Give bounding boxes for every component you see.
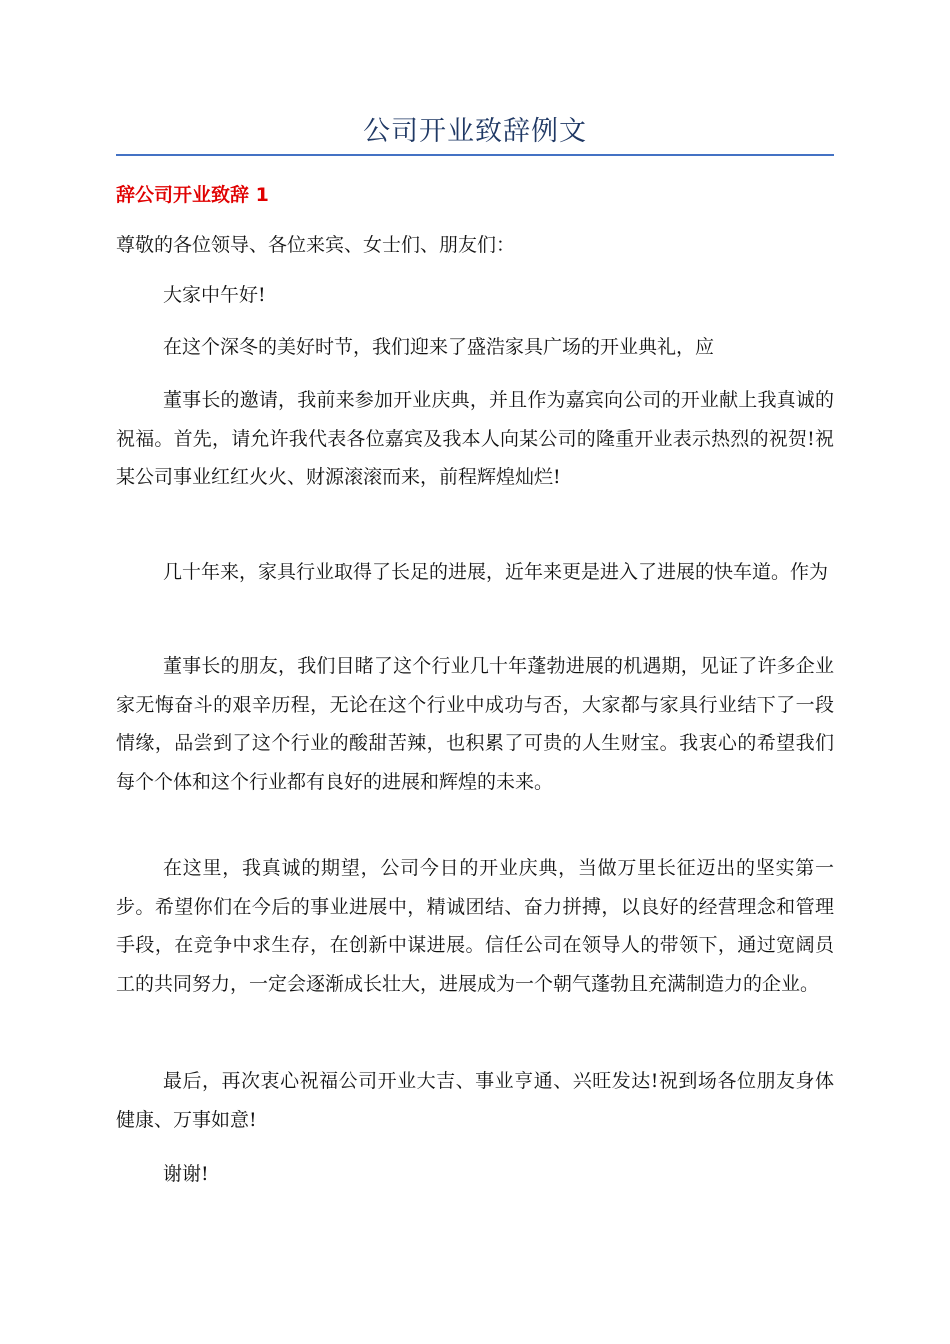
section-heading: 辞公司开业致辞 1 [116, 184, 269, 206]
body-paragraph-4: 董事长的朋友，我们目睹了这个行业几十年蓬勃进展的机遇期，见证了许多企业家无悔奋斗的艰辛历程，无论在这个行业中成功与否，大家都与家具行业结下了一段情缘，品尝到了这个行业的酸甜苦辣，也积累了可贵的人生财宝。我衷心的希望我们每个个体和这个行业都有良好的进展和辉煌的未来。 [116, 655, 834, 793]
body-paragraph-1: 在这个深冬的美好时节，我们迎来了盛浩家具广场的开业典礼，应 [163, 336, 715, 358]
body-paragraph-2: 董事长的邀请，我前来参加开业庆典，并且作为嘉宾向公司的开业献上我真诚的祝福。首先，请允许我代表各位嘉宾及我本人向某公司的隆重开业表示热烈的祝贺!祝某公司事业红红火火、财源滚滚而来，前程辉煌灿烂! [116, 389, 834, 488]
title-underline [116, 154, 834, 156]
body-paragraph-3: 几十年来，家具行业取得了长足的进展，近年来更是进入了进展的快车道。作为 [163, 561, 829, 583]
closing-wishes-paragraph: 最后，再次衷心祝福公司开业大吉、事业亨通、兴旺发达!祝到场各位朋友身体健康、万事如意! [116, 1070, 834, 1131]
greeting-paragraph: 大家中午好! [163, 284, 266, 306]
document-title: 公司开业致辞例文 [363, 116, 587, 147]
thanks-paragraph: 谢谢! [163, 1163, 209, 1185]
salutation-paragraph: 尊敬的各位领导、各位来宾、女士们、朋友们： [116, 234, 516, 256]
body-paragraph-5: 在这里，我真诚的期望，公司今日的开业庆典，当做万里长征迈出的坚实第一步。希望你们在今后的事业进展中，精诚团结、奋力拼搏，以良好的经营理念和管理手段，在竞争中求生存，在创新中谋进展。信任公司在领导人的带领下，通过宽阔员工的共同努力，一定会逐渐成长壮大，进展成为一个朝气蓬勃且充满制造力的企业。 [116, 857, 834, 995]
